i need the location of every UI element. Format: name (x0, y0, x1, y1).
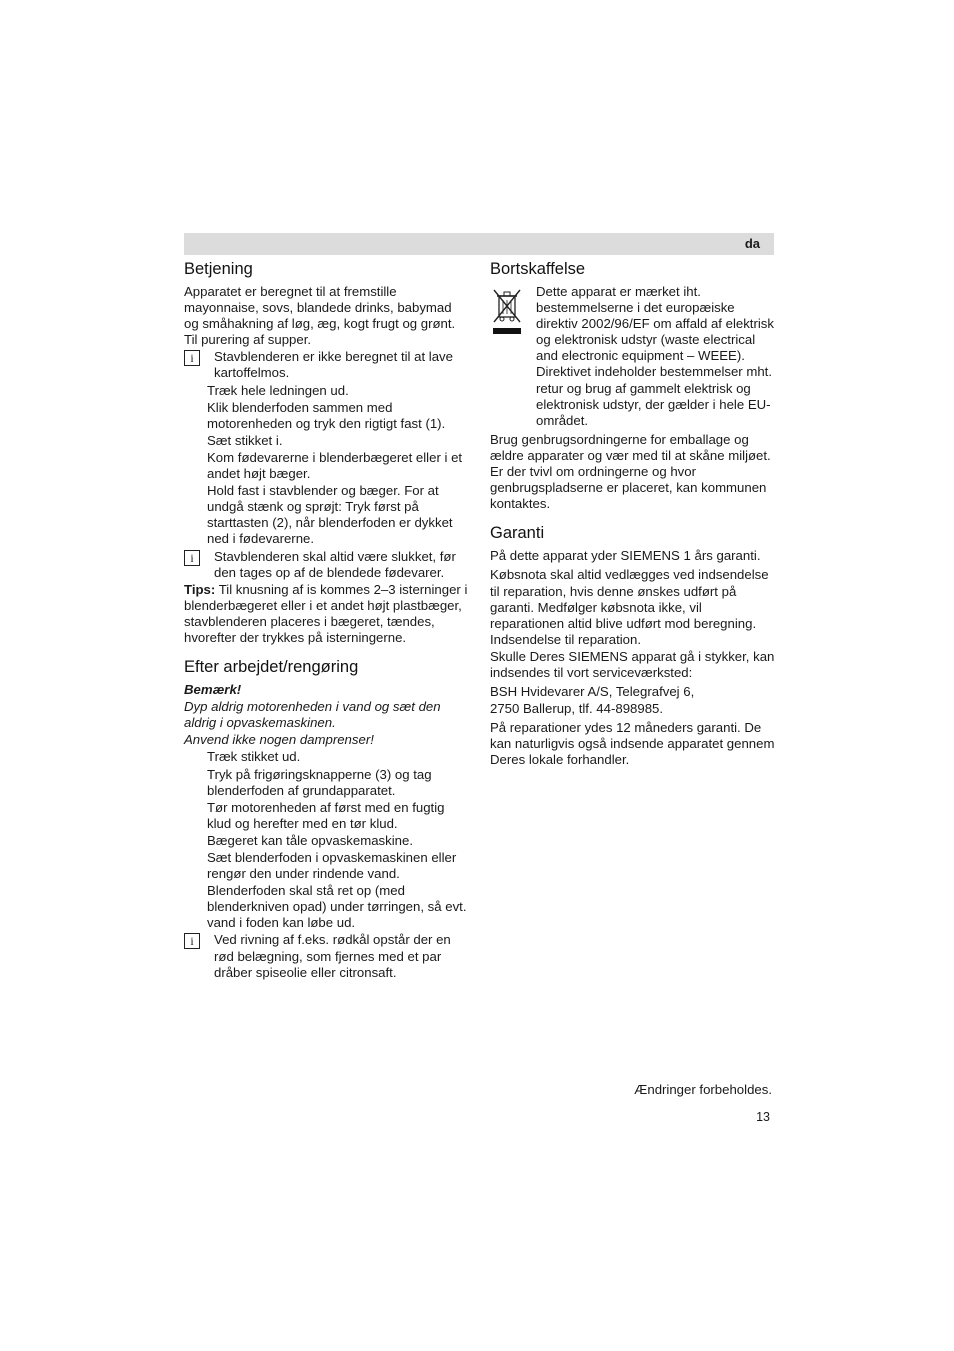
info-icon: i (184, 350, 200, 366)
info-note (184, 932, 468, 980)
info-note (184, 549, 468, 581)
left-column (184, 258, 468, 982)
weee-text: Dette apparat er mærket iht. bestemmelserne i det europæiske direktiv 2002/96/EF om affald af elektrisk og elektronisk udstyr (waste electrical and electronic equipment – WEEE). Direktivet indeholder bestemmelser mht. retur og brug af gammelt elektrisk og elektronisk udstyr, der gælder i hele EU-området. (536, 284, 774, 428)
right-column (490, 258, 776, 770)
address-line: BSH Hvidevarer A/S, Telegrafvej 6, (490, 684, 695, 700)
step-item: Sæt stikket i. (207, 432, 283, 448)
note-text: Dyp aldrig motorenheden i vand og sæt den aldrig i opvaskemaskinen. (184, 699, 441, 731)
step-item: Kom fødevarerne i blenderbægeret eller i et andet højt bæger. (207, 449, 463, 482)
step-item: Blenderfoden skal stå ret op (med blenderkniven opad) under tørringen, så evt. vand i foden kan løbe ud. (207, 883, 467, 931)
step-item: Sæt blenderfoden i opvaskemaskinen eller rengør den under rindende vand. (207, 850, 457, 882)
section-title-betjening: Betjening (184, 260, 253, 278)
info-icon: i (184, 933, 200, 949)
info-icon: i (184, 550, 200, 566)
step-item: Klik blenderfoden sammen med motorenheden og tryk den rigtigt fast (1). (207, 399, 446, 431)
step-item: Tør motorenheden af først med en fugtig klud og herefter med en tør klud. (207, 799, 445, 831)
info-text: Stavblenderen skal altid være slukket, før den tages op af de blendede fødevarer. (214, 548, 456, 580)
info-note (184, 349, 468, 381)
address-line: 2750 Ballerup, tlf. 44-898985. (490, 701, 664, 717)
info-text: Stavblenderen er ikke beregnet til at lave kartoffelmos. (214, 349, 453, 381)
info-text: Ved rivning af f.eks. rødkål opstår der en rød belægning, som fjernes med et par dråber spiseolie eller citronsaft. (214, 932, 451, 980)
section-title-efter: Efter arbejdet/rengøring (184, 658, 359, 677)
section-title-garanti: Garanti (490, 524, 545, 543)
garanti-text: Skulle Deres SIEMENS apparat gå i stykker, kan indsendes til vort serviceværksted: (490, 648, 775, 680)
note-label: Bemærk! (184, 682, 242, 698)
tips-label: Tips: (184, 581, 216, 597)
tips-paragraph (184, 582, 468, 646)
garanti-text: På reparationer ydes 12 måneders garanti. De kan naturligvis også indsende apparatet gennem Deres lokale forhandler. (490, 720, 775, 768)
footer-note: Ændringer forbeholdes. (634, 1082, 772, 1097)
step-item: Træk stikket ud. (207, 749, 301, 765)
garanti-text: På dette apparat yder SIEMENS 1 års garanti. (490, 548, 761, 564)
recycle-text: Brug genbrugsordningerne for emballage og ældre apparater og vær med til at skåne miljøet. Er der tvivl om ordningerne og hvor genbrugspladserne er placeret, kan kommunen kontaktes. (490, 431, 771, 512)
note-text: Anvend ikke nogen damprenser! (184, 732, 374, 748)
page-number: 13 (756, 1110, 770, 1124)
language-header-bar (184, 233, 774, 255)
betjening-intro: Apparatet er beregnet til at fremstille mayonnaise, sovs, blandede drinks, babymad og småhakning af løg, æg, kogt frugt og grønt. Til purering af supper. (184, 284, 456, 348)
weee-notice (490, 284, 776, 429)
garanti-text: Købsnota skal altid vedlægges ved indsendelse til reparation, hvis denne ønskes udført på garanti. Medfølger købsnota ikke, vil reparationen altid blive udført mod beregning. Indsendelse til reparation. (490, 567, 769, 647)
step-item: Tryk på frigøringsknapperne (3) og tag blenderfoden af grundapparatet. (207, 766, 432, 798)
language-code: da (744, 236, 760, 251)
section-title-bortskaffelse: Bortskaffelse (490, 260, 586, 278)
tips-text: Til knusning af is kommes 2–3 isterninger i blenderbægeret eller i et andet højt plastbæger, stavblenderen placeres i bægeret, tændes, hvorefter der trykkes på isterningerne. (184, 581, 468, 645)
step-item: Træk hele ledningen ud. (207, 382, 349, 398)
step-item: Hold fast i stavblender og bæger. For at undgå stænk og sprøjt: Tryk først på starttasten (2), når blenderfoden er dykket ned i fødevarerne. (207, 483, 453, 547)
step-item: Bægeret kan tåle opvaskemaskine. (207, 832, 413, 848)
crossed-bin-icon (490, 286, 524, 336)
